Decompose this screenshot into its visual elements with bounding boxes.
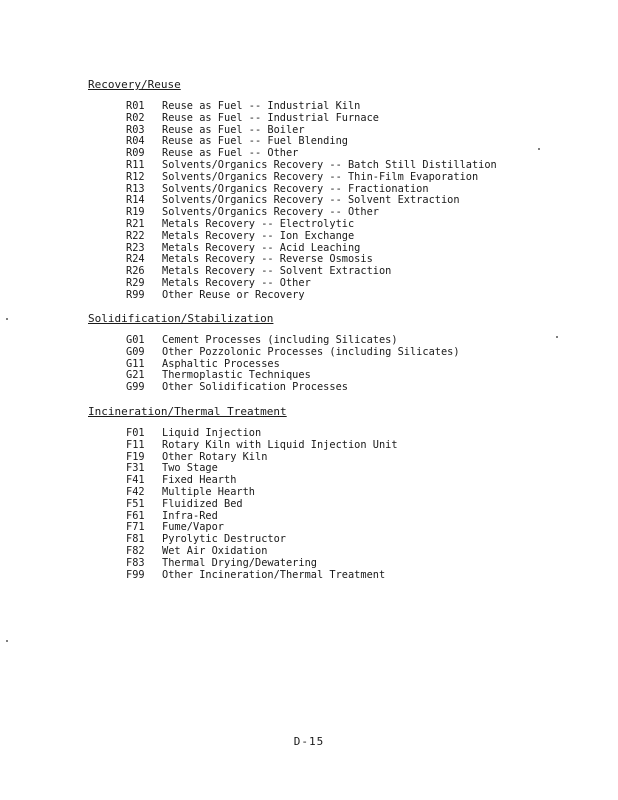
description: Thermal Drying/Dewatering: [162, 556, 317, 569]
code: G11: [126, 357, 145, 370]
section-title: Recovery/Reuse: [88, 78, 181, 91]
list-item: [126, 290, 568, 302]
description: Other Solidification Processes: [162, 381, 348, 394]
code: G99: [126, 381, 145, 394]
code: R13: [126, 182, 145, 195]
description: Fluidized Bed: [162, 497, 243, 510]
description: Infra-Red: [162, 509, 218, 522]
description: Solvents/Organics Recovery -- Solvent Extraction: [162, 194, 460, 207]
code: R29: [126, 276, 145, 289]
scan-speck: [556, 336, 558, 338]
code: R24: [126, 253, 145, 266]
code: G01: [126, 334, 145, 346]
description: Other Reuse or Recovery: [162, 288, 305, 301]
description: Reuse as Fuel -- Industrial Furnace: [162, 111, 379, 124]
code: R26: [126, 265, 145, 278]
code: R23: [126, 241, 145, 254]
list-item: [126, 558, 568, 570]
code: F81: [126, 533, 145, 546]
section-recovery-reuse: [88, 78, 568, 302]
description: Metals Recovery -- Acid Leaching: [162, 241, 361, 254]
scan-speck: [6, 318, 8, 320]
description: Metals Recovery -- Other: [162, 276, 311, 289]
section-title: Incineration/Thermal Treatment: [88, 405, 287, 418]
code: R99: [126, 288, 145, 301]
code: F82: [126, 544, 145, 557]
code: F61: [126, 509, 145, 522]
description: Asphaltic Processes: [162, 357, 280, 370]
list-item: [126, 113, 568, 125]
description: Cement Processes (including Silicates): [162, 334, 398, 346]
description: Reuse as Fuel -- Industrial Kiln: [162, 100, 361, 112]
code: F99: [126, 568, 145, 581]
description: Reuse as Fuel -- Other: [162, 147, 299, 160]
code: R09: [126, 147, 145, 160]
list-item: [126, 487, 568, 499]
description: Liquid Injection: [162, 427, 262, 439]
scan-speck: [538, 148, 540, 150]
description: Solvents/Organics Recovery -- Other: [162, 206, 379, 219]
code-list: [126, 428, 568, 581]
description: Metals Recovery -- Ion Exchange: [162, 229, 355, 242]
description: Fixed Hearth: [162, 474, 237, 487]
code: R14: [126, 194, 145, 207]
code: R19: [126, 206, 145, 219]
description: Other Rotary Kiln: [162, 450, 268, 463]
section-incineration-thermal-treatment: [88, 405, 568, 581]
list-item: [126, 570, 568, 582]
description: Solvents/Organics Recovery -- Fractionation: [162, 182, 429, 195]
scan-speck: [6, 640, 8, 642]
code: F83: [126, 556, 145, 569]
description: Metals Recovery -- Electrolytic: [162, 217, 355, 230]
list-item: [126, 499, 568, 511]
list-item: [126, 231, 568, 243]
description: Thermoplastic Techniques: [162, 369, 311, 382]
description: Metals Recovery -- Solvent Extraction: [162, 265, 392, 278]
code: F11: [126, 438, 145, 451]
code: G09: [126, 345, 145, 358]
description: Solvents/Organics Recovery -- Batch Still Distillation: [162, 158, 497, 171]
description: Multiple Hearth: [162, 485, 255, 498]
code: R22: [126, 229, 145, 242]
description: Fume/Vapor: [162, 521, 224, 534]
code: F31: [126, 462, 145, 475]
description: Two Stage: [162, 462, 218, 475]
description: Other Pozzolonic Processes (including Silicates): [162, 345, 460, 358]
description: Solvents/Organics Recovery -- Thin-Film Evaporation: [162, 170, 479, 183]
code-list: [126, 101, 568, 302]
code: G21: [126, 369, 145, 382]
code: R12: [126, 170, 145, 183]
code: R01: [126, 100, 145, 112]
code-list: [126, 335, 568, 394]
list-item: [126, 278, 568, 290]
description: Pyrolytic Destructor: [162, 533, 286, 546]
list-item: [126, 347, 568, 359]
list-item: [126, 172, 568, 184]
list-item: [126, 546, 568, 558]
section-solidification-stabilization: [88, 312, 568, 394]
code: R04: [126, 135, 145, 148]
description: Reuse as Fuel -- Fuel Blending: [162, 135, 348, 148]
list-item: [126, 382, 568, 394]
description: Wet Air Oxidation: [162, 544, 268, 557]
list-item: [126, 440, 568, 452]
list-item: [126, 160, 568, 172]
code: F19: [126, 450, 145, 463]
description: Reuse as Fuel -- Boiler: [162, 123, 305, 136]
code: F42: [126, 485, 145, 498]
code: R11: [126, 158, 145, 171]
code: R02: [126, 111, 145, 124]
code: F01: [126, 427, 145, 439]
code: R03: [126, 123, 145, 136]
description: Metals Recovery -- Reverse Osmosis: [162, 253, 373, 266]
page-number: D-15: [293, 735, 325, 748]
code: F41: [126, 474, 145, 487]
description: Rotary Kiln with Liquid Injection Unit: [162, 438, 398, 451]
description: Other Incineration/Thermal Treatment: [162, 568, 386, 581]
list-item: [126, 219, 568, 231]
code: R21: [126, 217, 145, 230]
code: F51: [126, 497, 145, 510]
section-title: Solidification/Stabilization: [88, 312, 274, 325]
code: F71: [126, 521, 145, 534]
